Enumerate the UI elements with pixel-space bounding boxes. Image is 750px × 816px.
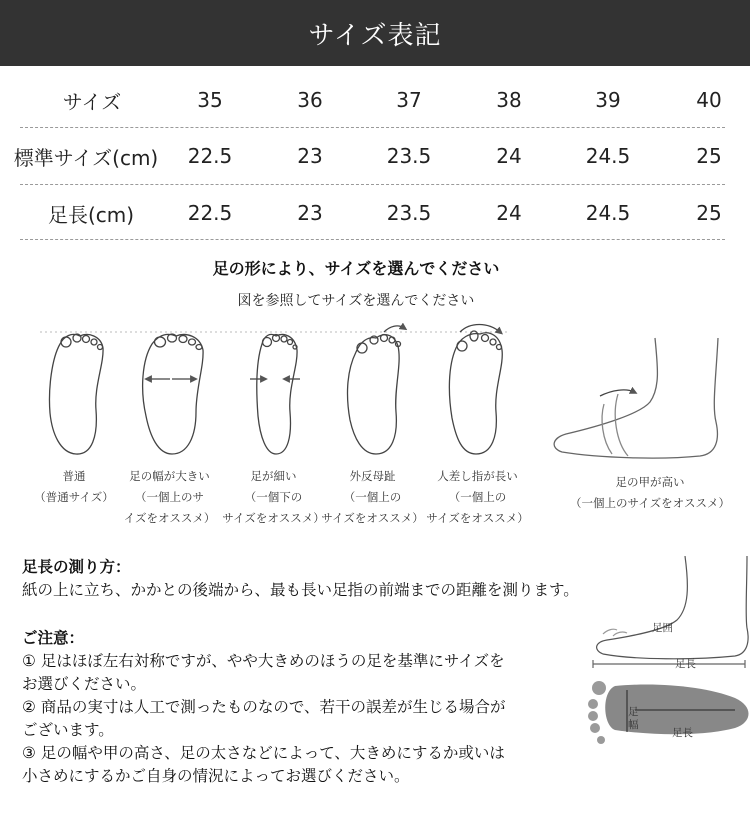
caption-line: 足の甲が高い xyxy=(615,475,685,489)
diagram-label-length-side: 足長 xyxy=(675,658,696,670)
foot-bunion-icon xyxy=(348,326,404,454)
row-label: 標準サイズ(cm) xyxy=(13,145,159,170)
caption-line: イズをオススメ） xyxy=(123,511,216,525)
table-cell: 25 xyxy=(696,201,722,225)
table-cell: 24.5 xyxy=(585,144,631,168)
measure-heading: 足長の測り方： xyxy=(22,558,131,576)
caption-line: 人差し指が長い xyxy=(437,469,518,483)
foot-type-caption-narrow xyxy=(221,466,326,529)
caption-line: （一個上のサ xyxy=(135,490,204,504)
caption-line: （一個下の xyxy=(244,490,303,504)
table-cell: 22.5 xyxy=(187,201,233,225)
table-divider xyxy=(20,239,725,240)
foot-type-caption-long-toe xyxy=(425,466,530,529)
table-cell: 23.5 xyxy=(386,201,432,225)
caption-line: 普通 xyxy=(62,469,86,483)
note-line: ① 足はほぼ左右対称ですが、やや大きめのほうの足を基準にサイズを xyxy=(22,652,505,670)
foot-narrow-icon xyxy=(250,334,300,454)
caption-line: （一個上の xyxy=(343,490,402,504)
note-line: ③ 足の幅や甲の高さ、足の太さなどによって、大きめにするか或いは xyxy=(22,744,505,762)
notes-heading: ご注意： xyxy=(22,629,85,647)
row-label: サイズ xyxy=(62,89,122,114)
table-row-foot-length xyxy=(0,185,750,241)
table-cell: 24.5 xyxy=(585,201,631,225)
notes-section xyxy=(22,627,602,788)
caption-line: （一個上の xyxy=(448,490,507,504)
foot-side-view-icon xyxy=(593,556,748,668)
table-cell: 38 xyxy=(496,88,522,112)
foot-normal-icon xyxy=(49,334,103,454)
table-cell: 36 xyxy=(297,88,323,112)
foot-type-caption-wide xyxy=(117,466,222,529)
caption-line: 外反母趾 xyxy=(349,469,396,483)
caption-line: サイズをオススメ） xyxy=(222,511,325,525)
caption-line: （一個上のサイズをオススメ） xyxy=(570,496,730,510)
table-cell: 37 xyxy=(396,88,422,112)
foot-shape-title: 足の形により、サイズを選んでください xyxy=(212,259,500,278)
table-cell: 24 xyxy=(496,201,522,225)
note-line: ② 商品の実寸は人工で測ったものなので、若干の誤差が生じる場合が xyxy=(22,698,506,716)
measure-section xyxy=(22,556,662,602)
table-cell: 39 xyxy=(595,88,621,112)
foot-shape-subtitle: 図を参照してサイズを選んでください xyxy=(237,293,475,309)
row-label: 足長(cm) xyxy=(47,202,135,227)
note-line: お選びください。 xyxy=(22,675,147,693)
caption-line: 足の幅が大きい xyxy=(129,469,210,483)
page-title: サイズ表記 xyxy=(308,20,442,51)
caption-line: サイズをオススメ） xyxy=(321,511,424,525)
measure-text: 紙の上に立ち、かかとの後端から、最も長い足指の前端までの距離を測ります。 xyxy=(22,581,579,599)
foot-shapes-illustration xyxy=(0,318,750,468)
note-line: ございます。 xyxy=(22,721,114,739)
foot-type-caption-bunion xyxy=(320,466,425,529)
caption-line: （普通サイズ） xyxy=(34,490,114,504)
table-cell: 24 xyxy=(496,144,522,168)
page-header xyxy=(0,0,750,66)
foot-wide-icon xyxy=(143,334,203,454)
foot-type-caption-high-instep xyxy=(565,472,735,514)
diagram-label-width: 足幅 xyxy=(628,706,639,731)
table-cell: 23 xyxy=(297,201,323,225)
diagram-label-girth: 足囲 xyxy=(652,622,673,634)
table-cell: 23 xyxy=(297,144,323,168)
table-cell: 22.5 xyxy=(187,144,233,168)
caption-line: サイズをオススメ） xyxy=(426,511,529,525)
foot-sole-view-icon xyxy=(588,681,749,744)
foot-type-caption-normal xyxy=(24,466,124,508)
foot-long-second-toe-icon xyxy=(449,325,502,455)
table-cell: 23.5 xyxy=(386,144,432,168)
diagram-label-length-sole: 足長 xyxy=(672,727,693,739)
foot-high-instep-icon xyxy=(554,338,718,458)
table-row-size xyxy=(0,72,750,128)
table-cell: 25 xyxy=(696,144,722,168)
foot-measurement-diagram xyxy=(585,556,750,756)
table-cell: 35 xyxy=(197,88,223,112)
table-cell: 40 xyxy=(696,88,722,112)
caption-line: 足が細い xyxy=(250,469,297,483)
note-line: 小さめにするかご自身の情況によってお選びください。 xyxy=(22,767,410,785)
table-row-standard-size xyxy=(0,128,750,184)
